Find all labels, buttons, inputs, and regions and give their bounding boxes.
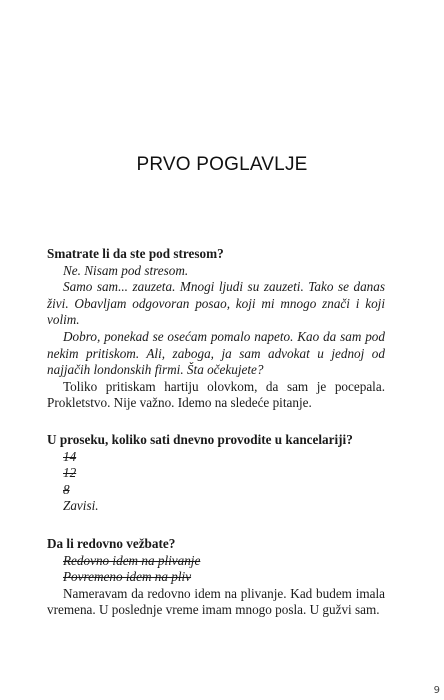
crossed-out-answer: Povremeno idem na pliv xyxy=(63,569,192,585)
answer-paragraph: Dobro, ponekad se osećam pomalo napeto. Kao da sam pod nekim pritiskom. Ali, zaboga, ja sam advokat u jednoj od najjačih londonskih firmi. Šta očekujete? xyxy=(47,328,385,378)
section-exercise xyxy=(47,536,385,619)
page-number: 9 xyxy=(433,685,440,696)
section-stress xyxy=(47,246,385,412)
chapter-title: PRVO POGLAVLJE xyxy=(136,154,308,175)
crossed-out-answer: 12 xyxy=(63,465,77,481)
section-hours xyxy=(47,432,385,515)
narration-paragraph: Toliko pritiskam hartiju olovkom, da sam je pocepala. Prokletstvo. Nije važno. Idemo na sledeće pitanje. xyxy=(47,378,385,411)
answer-line: Ne. Nisam pod stresom. xyxy=(63,262,189,278)
question-hours: U proseku, koliko sati dnevno provodite u kancelariji? xyxy=(47,432,353,447)
question-stress: Smatrate li da ste pod stresom? xyxy=(47,246,224,261)
question-exercise: Da li redovno vežbate? xyxy=(47,536,176,551)
crossed-out-answer: 14 xyxy=(63,448,77,464)
crossed-out-answer: Redovno idem na plivanje xyxy=(63,552,201,568)
narration-paragraph: Nameravam da redovno idem na plivanje. Kad budem imala vremena. U poslednje vreme imam mnogo posla. U gužvi sam. xyxy=(47,585,385,618)
answer-paragraph: Samo sam... zauzeta. Mnogi ljudi su zauzeti. Tako se danas živi. Obavljam odgovoran posao, koji mi mnogo znači i koji volim. xyxy=(47,279,385,328)
answer-line: Zavisi. xyxy=(63,498,99,514)
crossed-out-answer: 8 xyxy=(63,481,70,497)
